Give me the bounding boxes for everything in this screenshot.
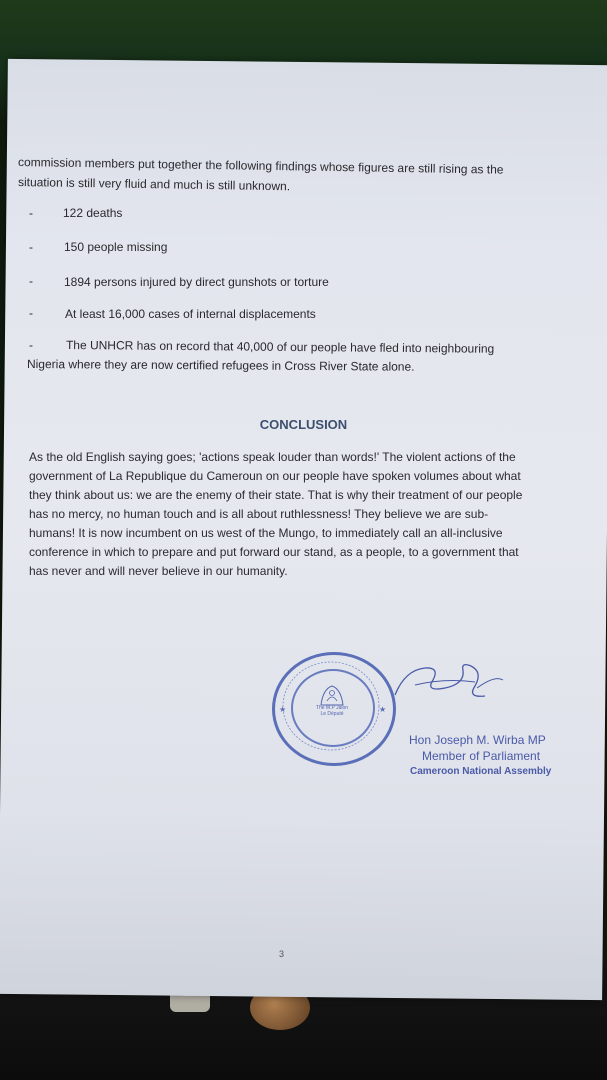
stamp-center-text — [295, 705, 369, 717]
signatory-institution: Cameroon National Assembly — [410, 766, 552, 777]
conclusion-paragraph: As the old English saying goes; 'actions speak louder than words!' The violent actions of the government of La Republique du Cameroun on our people have spoken volumes about what they think about us: we are the enemy of their state. That is why their treatment of our people has no mercy, no human touch and is all about ruthlessness! They believe we are sub-humans! It is now incumbent on us west of the Mungo, to immediately call an all-inclusive conference in which to prepare and put forward our stand, as a people, to a government that has never and will never believe in our humanity. — [29, 450, 523, 578]
finding-continuation: Nigeria where they are now certified refugees in Cross River State alone. — [26, 357, 415, 374]
bullet-marker: - — [29, 240, 33, 254]
official-stamp — [272, 652, 396, 766]
finding-item: 1894 persons injured by direct gunshots or torture — [64, 275, 329, 289]
stamp-line: Le Député — [320, 711, 344, 717]
bullet-marker: - — [29, 306, 33, 320]
intro-line-2: situation is still very fluid and much is still unknown. — [17, 175, 291, 194]
stamp-line: The M.P Jalon — [315, 705, 349, 711]
page-number: 3 — [279, 949, 285, 959]
finding-item: The UNHCR has on record that 40,000 of our people have fled into neighbouring — [65, 338, 495, 356]
conclusion-heading: CONCLUSION — [259, 417, 348, 432]
finding-item: 122 deaths — [63, 206, 123, 220]
star-icon: ★ — [379, 705, 387, 714]
intro-line-1: commission members put together the following findings whose figures are still rising as the — [17, 155, 504, 177]
bullet-marker: - — [29, 338, 33, 352]
finding-item: At least 16,000 cases of internal displacements — [65, 307, 316, 321]
handwritten-signature — [385, 640, 585, 710]
star-icon: ★ — [279, 705, 287, 714]
bullet-marker: - — [29, 206, 33, 220]
bullet-marker: - — [29, 274, 33, 288]
signatory-name: Hon Joseph M. Wirba MP — [409, 733, 546, 747]
finding-item: 150 people missing — [64, 240, 168, 254]
signatory-title: Member of Parliament — [422, 749, 541, 763]
signature-block — [385, 640, 585, 750]
